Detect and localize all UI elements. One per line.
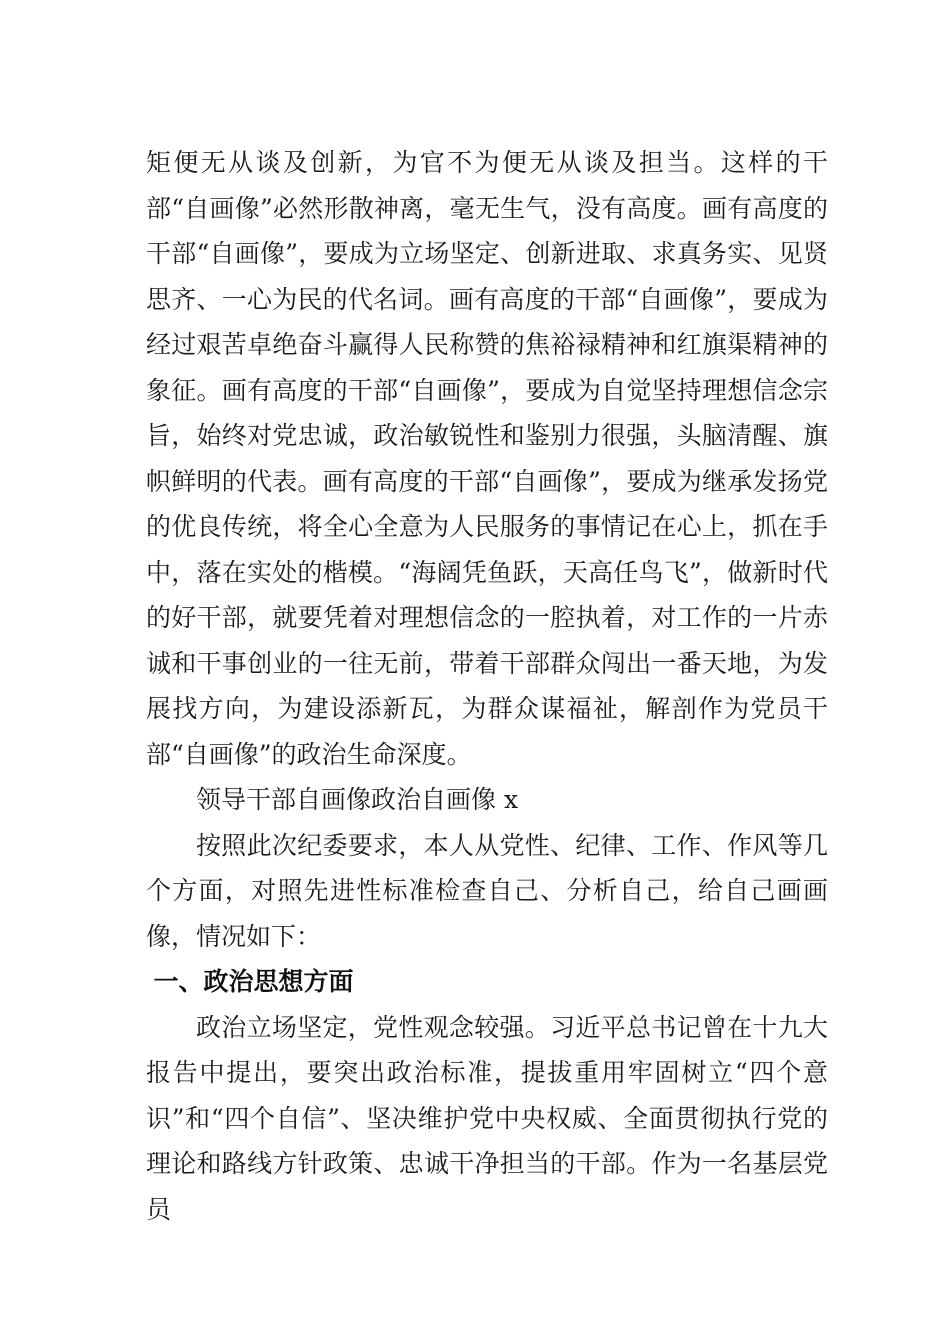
section-heading-political-thought: 一、政治思想方面 <box>153 967 354 996</box>
document-body <box>146 140 828 1232</box>
political-thought-paragraph: 政治立场坚定，党性观念较强。习近平总书记曾在十九大报告中提出，要突出政治标准，提拔重用牢固树立“四个意识”和“四个自信”、坚决维护党中央权威、全面贯彻执行党的理论和路线方针政策、忠诚干净担当的干部。作为一名基层党员 <box>146 1012 828 1224</box>
intro-paragraph: 按照此次纪委要求，本人从党性、纪律、工作、作风等几个方面，对照先进性标准检查自己、分析自己，给自己画画像，情况如下： <box>146 830 828 951</box>
document-title-line: 领导干部自画像政治自画像 x <box>196 785 519 814</box>
paragraph-continuation: 矩便无从谈及创新，为官不为便无从谈及担当。这样的干部“自画像”必然形散神离，毫无生气，没有高度。画有高度的干部“自画像”，要成为立场坚定、创新进取、求真务实、见贤思齐、一心为民的代名词。画有高度的干部“自画像”，要成为经过艰苦卓绝奋斗赢得人民称赞的焦裕禄精神和红旗渠精神的象征。画有高度的干部“自画像”，要成为自觉坚持理想信念宗旨，始终对党忠诚，政治敏锐性和鉴别力很强，头脑清醒、旗帜鲜明的代表。画有高度的干部“自画像”，要成为继承发扬党的优良传统，将全心全意为人民服务的事情记在心上，抓在手中，落在实处的楷模。“海阔凭鱼跃，天高任鸟飞”，做新时代的好干部，就要凭着对理想信念的一腔执着，对工作的一片赤诚和干事创业的一往无前，带着干部群众闯出一番天地，为发展找方向，为建设添新瓦，为群众谋福祉，解剖作为党员干部“自画像”的政治生命深度。 <box>146 148 828 769</box>
